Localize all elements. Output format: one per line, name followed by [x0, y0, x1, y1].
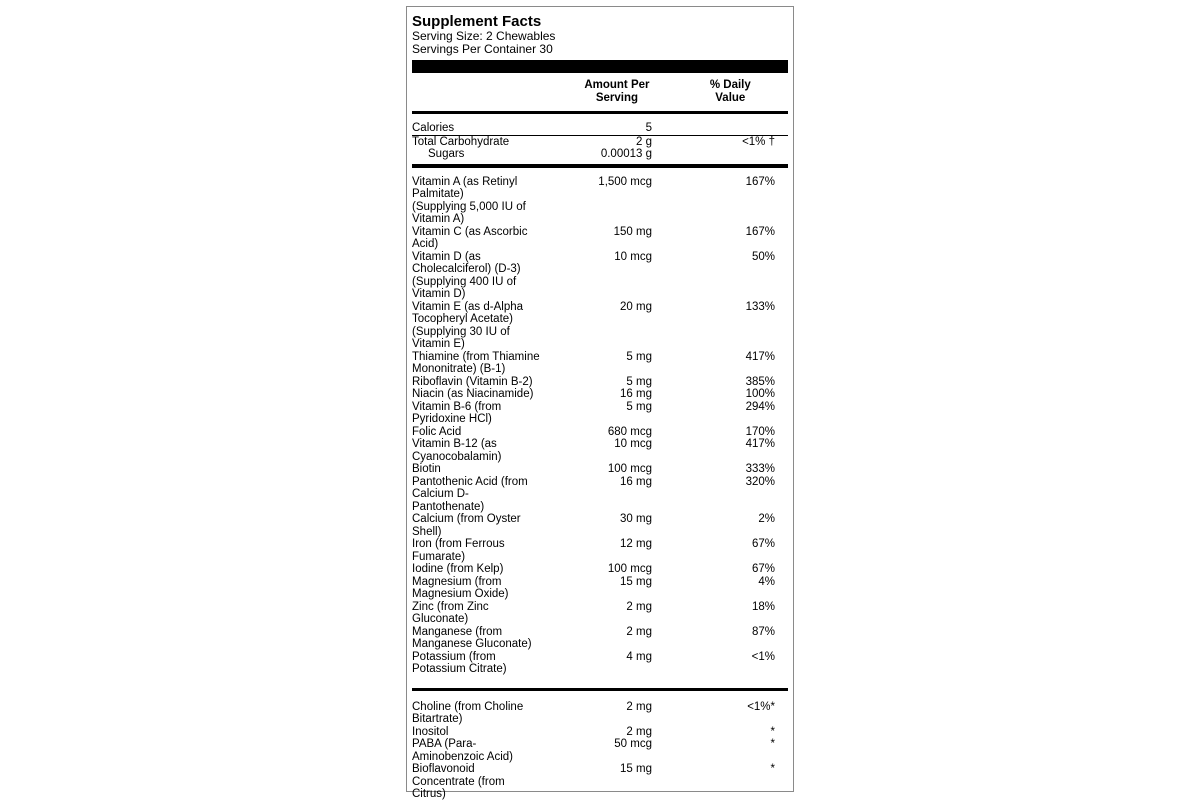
- nutrient-amount: 2 mg: [626, 625, 652, 638]
- carbohydrate-row: Total Carbohydrate 2 g <1% †: [412, 135, 775, 148]
- nutrient-daily-value: 4%: [758, 575, 775, 588]
- nutrient-name: Bioflavonoid Concentrate (from Citrus): [412, 763, 505, 800]
- panel-title: Supplement Facts: [412, 13, 542, 30]
- nutrient-daily-value: 100%: [745, 388, 775, 400]
- nutrient-daily-value: <1%: [751, 650, 775, 663]
- nutrient-row: [412, 601, 788, 626]
- nutrient-amount: 2 mg: [626, 700, 652, 713]
- nutrient-name: Vitamin B-12 (as Cyanocobalamin): [412, 438, 502, 463]
- nutrient-amount: 680 mcg: [607, 425, 652, 438]
- nutrient-name: Vitamin A (as Retinyl Palmitate) (Supplying 5,000 IU of Vitamin A): [412, 175, 526, 225]
- nutrient-daily-value: <1%*: [747, 700, 775, 713]
- nutrient-row: [412, 563, 788, 576]
- nutrient-row: [412, 351, 788, 376]
- nutrient-daily-value: *: [770, 763, 775, 775]
- nutrient-row: [412, 701, 788, 726]
- nutrient-daily-value: 167%: [745, 175, 775, 188]
- serving-size: Serving Size: 2 Chewables: [412, 29, 556, 43]
- sugars-row: Sugars 0.00013 g: [428, 148, 652, 160]
- nutrient-amount: 4 mg: [626, 650, 652, 663]
- nutrient-daily-value: 417%: [745, 438, 775, 450]
- nutrient-row: [412, 626, 788, 651]
- nutrient-daily-value: 294%: [745, 400, 775, 413]
- amount-column-header: Amount Per Serving: [584, 79, 650, 104]
- macros-section: [412, 122, 788, 161]
- nutrient-row: [412, 226, 788, 251]
- nutrient-amount: 5 mg: [626, 375, 652, 388]
- nutrient-row: [412, 251, 788, 301]
- nutrient-amount: 12 mg: [620, 538, 652, 550]
- nutrient-amount: 150 mg: [613, 225, 652, 238]
- nutrient-daily-value: 87%: [751, 625, 775, 638]
- nutrient-amount: 1,500 mcg: [598, 175, 652, 188]
- nutrient-amount: 5 mg: [626, 350, 652, 363]
- nutrient-amount: 5 mg: [626, 400, 652, 413]
- nutrient-name: Niacin (as Niacinamide): [412, 388, 534, 400]
- nutrient-amount: 2 mg: [626, 725, 652, 738]
- nutrient-name: Folic Acid: [412, 425, 462, 438]
- nutrient-daily-value: 170%: [745, 425, 775, 438]
- nutrient-daily-value: 2%: [758, 513, 775, 525]
- nutrient-daily-value: 320%: [745, 475, 775, 488]
- nutrient-row: [412, 301, 788, 351]
- nutrient-daily-value: *: [770, 738, 775, 750]
- nutrient-row: [412, 176, 788, 226]
- nutrient-daily-value: *: [770, 725, 775, 738]
- nutrient-row: [412, 538, 788, 563]
- nutrient-daily-value: 385%: [745, 375, 775, 388]
- nutrient-row: [412, 726, 788, 739]
- nutrient-name: Vitamin D (as Cholecalciferol) (D-3) (Supplying 400 IU of Vitamin D): [412, 250, 521, 300]
- calories-row: Calories 5: [412, 122, 652, 134]
- nutrient-amount: 20 mg: [620, 300, 652, 313]
- nutrient-row: [412, 401, 788, 426]
- nutrient-daily-value: 167%: [745, 225, 775, 238]
- servings-per-container: Servings Per Container 30: [412, 41, 553, 56]
- nutrient-amount: 16 mg: [620, 475, 652, 488]
- nutrient-daily-value: 417%: [745, 350, 775, 363]
- nutrient-row: [412, 376, 788, 389]
- nutrient-name: Potassium (from Potassium Citrate): [412, 650, 507, 675]
- nutrient-amount: 15 mg: [620, 763, 652, 775]
- nutrient-daily-value: 18%: [751, 600, 775, 613]
- nutrient-name: Vitamin B-6 (from Pyridoxine HCl): [412, 400, 502, 425]
- nutrient-amount: 30 mg: [620, 513, 652, 525]
- nutrient-name: Manganese (from Manganese Gluconate): [412, 625, 532, 650]
- nutrient-row: [412, 476, 788, 514]
- nutrient-daily-value: 133%: [745, 300, 775, 313]
- nutrient-row: [412, 426, 788, 439]
- other-ingredients-section: [412, 701, 788, 801]
- daily-value-column-header: % Daily Value: [709, 79, 751, 104]
- nutrient-amount: 10 mcg: [614, 250, 652, 263]
- nutrient-name: Calcium (from Oyster Shell): [412, 513, 521, 538]
- nutrient-name: Vitamin E (as d-Alpha Tocopheryl Acetate) (Supplying 30 IU of Vitamin E): [412, 300, 524, 350]
- vitamins-section: [412, 176, 788, 676]
- name-column-header: [412, 79, 561, 107]
- nutrient-name: Vitamin C (as Ascorbic Acid): [412, 225, 528, 250]
- nutrient-daily-value: 67%: [751, 563, 775, 575]
- column-header: [412, 79, 788, 107]
- nutrient-name: Zinc (from Zinc Gluconate): [412, 600, 489, 625]
- nutrient-name: Magnesium (from Magnesium Oxide): [412, 575, 509, 600]
- nutrient-amount: 100 mcg: [607, 463, 652, 475]
- nutrient-row: [412, 651, 788, 676]
- nutrient-daily-value: 67%: [751, 538, 775, 550]
- nutrient-amount: 10 mcg: [614, 438, 652, 450]
- nutrient-row: [412, 388, 788, 401]
- nutrient-amount: 50 mcg: [614, 738, 652, 750]
- nutrient-name: Inositol: [412, 725, 449, 738]
- nutrient-amount: 2 mg: [626, 600, 652, 613]
- nutrient-row: [412, 438, 788, 463]
- nutrient-amount: 100 mcg: [607, 563, 652, 575]
- nutrient-row: [412, 463, 788, 476]
- nutrient-row: [412, 513, 788, 538]
- nutrient-daily-value: 333%: [745, 463, 775, 475]
- nutrient-daily-value: 50%: [751, 250, 775, 263]
- nutrient-name: Pantothenic Acid (from Calcium D- Pantothenate): [412, 475, 528, 513]
- nutrient-name: Biotin: [412, 463, 441, 475]
- nutrient-name: Iron (from Ferrous Fumarate): [412, 538, 505, 563]
- supplement-facts-panel: [406, 6, 794, 800]
- nutrient-row: [412, 576, 788, 601]
- nutrient-row: [412, 738, 788, 763]
- nutrient-amount: 15 mg: [620, 575, 652, 588]
- nutrient-name: Iodine (from Kelp): [412, 563, 504, 575]
- thick-divider: [412, 60, 788, 73]
- nutrient-name: Thiamine (from Thiamine Mononitrate) (B-1): [412, 350, 540, 375]
- nutrient-name: PABA (Para- Aminobenzoic Acid): [412, 738, 513, 763]
- nutrient-amount: 16 mg: [620, 388, 652, 400]
- nutrient-name: Riboflavin (Vitamin B-2): [412, 375, 533, 388]
- nutrient-row: [412, 763, 788, 801]
- nutrient-name: Choline (from Choline Bitartrate): [412, 700, 524, 725]
